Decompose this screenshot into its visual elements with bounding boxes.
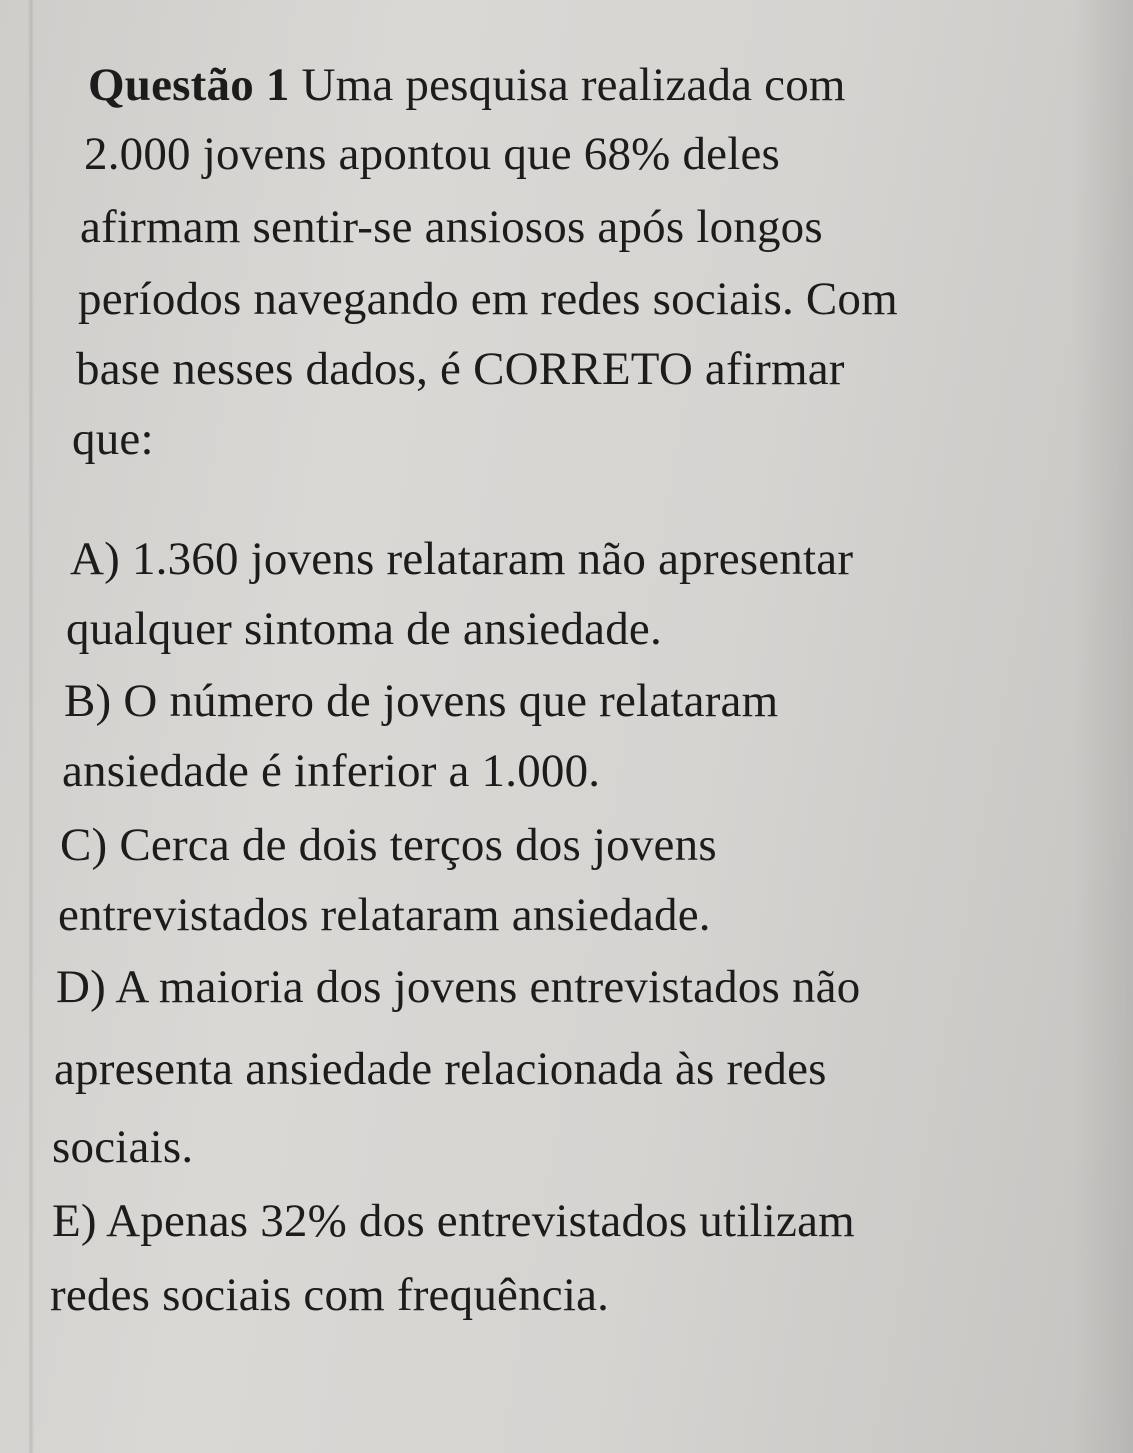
option-c-line-2: entrevistados relataram ansiedade. xyxy=(58,889,711,941)
question-line-2: 2.000 jovens apontou que 68% deles xyxy=(84,128,781,180)
question-line-6: que: xyxy=(72,413,154,465)
question-text: Uma pesquisa realizada com xyxy=(289,59,846,111)
question-label: Questão 1 xyxy=(88,59,290,111)
page-crease xyxy=(28,0,34,1453)
option-b-line-1: B) O número de jovens que relataram xyxy=(64,675,779,727)
option-a-line-2: qualquer sintoma de ansiedade. xyxy=(66,603,662,655)
option-a-line-1: A) 1.360 jovens relataram não apresentar xyxy=(70,533,854,585)
option-d-line-2: apresenta ansiedade relacionada às redes xyxy=(54,1043,827,1095)
option-b-line-2: ansiedade é inferior a 1.000. xyxy=(62,745,601,797)
option-d-line-3: sociais. xyxy=(52,1121,194,1173)
question-line-5: base nesses dados, é CORRETO afirmar xyxy=(76,343,845,395)
question-line-1 xyxy=(88,56,846,114)
question-line-3: afirmam sentir-se ansiosos após longos xyxy=(80,201,823,253)
option-e-line-1: E) Apenas 32% dos entrevistados utilizam xyxy=(52,1195,855,1247)
option-e-line-2: redes sociais com frequência. xyxy=(50,1269,610,1321)
option-c-line-1: C) Cerca de dois terços dos jovens xyxy=(60,819,717,871)
page-shadow xyxy=(1073,0,1133,1453)
question-line-4: períodos navegando em redes sociais. Com xyxy=(78,273,898,325)
option-d-line-1: D) A maioria dos jovens entrevistados não xyxy=(56,961,861,1013)
